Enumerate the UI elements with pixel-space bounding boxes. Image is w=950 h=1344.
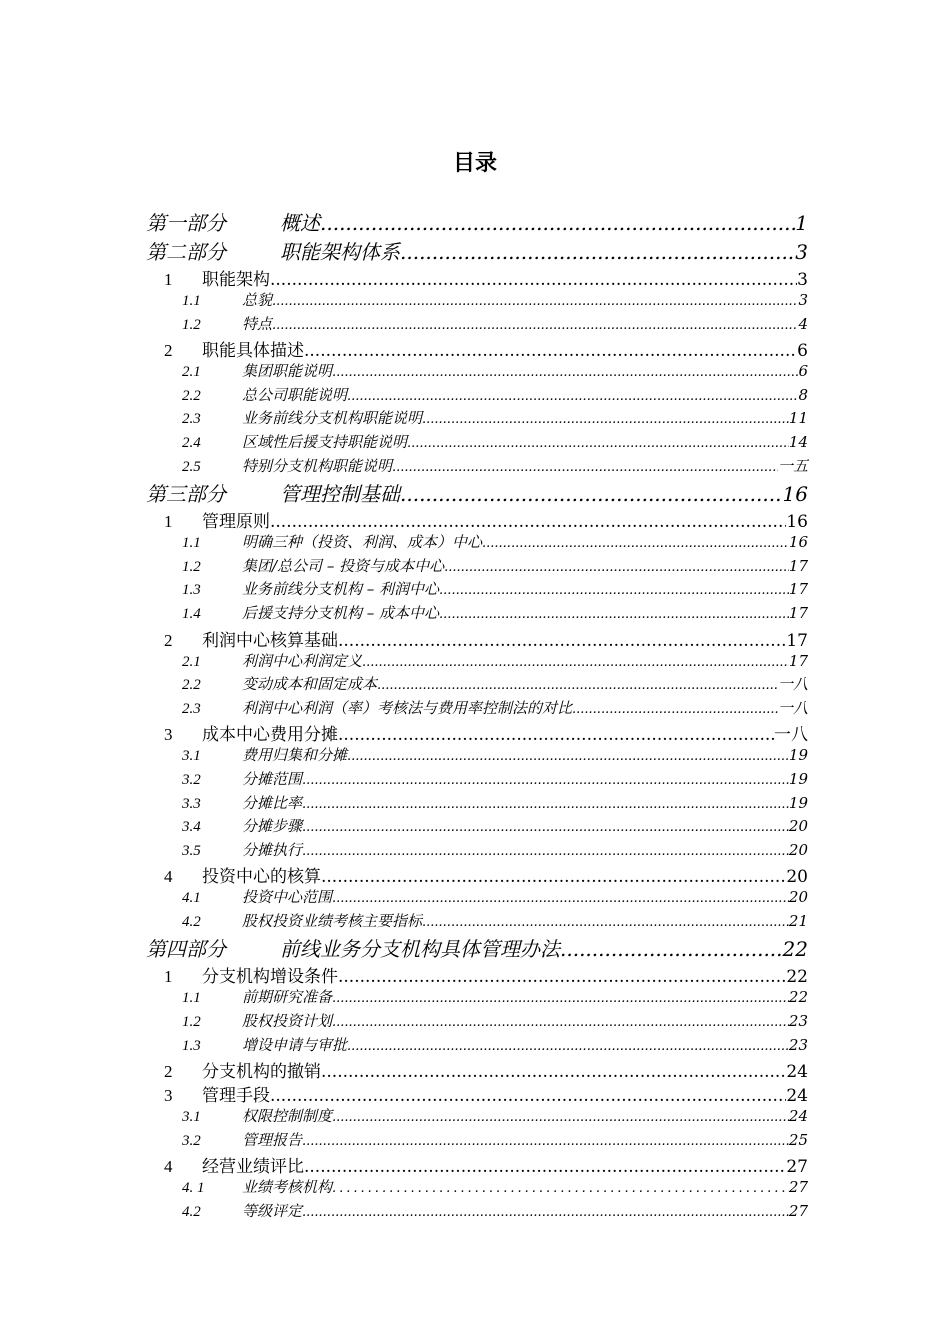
- toc-entry-number: 1: [164, 512, 173, 532]
- toc-dot-leader: [422, 409, 789, 427]
- toc-entry-title: 权限控制制度: [242, 1107, 333, 1126]
- toc-entry-number: 1: [164, 967, 173, 987]
- toc-entry-page-number: 1: [795, 211, 808, 235]
- toc-section-entry[interactable]: [146, 1081, 808, 1105]
- toc-entry-title: 总公司职能说明: [242, 385, 348, 404]
- toc-entry-page-number: 17: [788, 651, 808, 670]
- toc-entry-page-number: 21: [788, 911, 808, 930]
- toc-entry-title: 管理手段: [202, 1086, 270, 1107]
- toc-entry-title: 前期研究准备: [242, 988, 333, 1007]
- toc-dot-leader: [272, 291, 798, 309]
- toc-dot-leader: [400, 482, 783, 506]
- toc-entry-title: 概述: [280, 211, 320, 235]
- toc-entry-title: 职能具体描述: [202, 341, 304, 362]
- toc-entry-number: 2.2: [182, 387, 201, 404]
- toc-subsection-entry[interactable]: [146, 650, 808, 674]
- toc-subsection-entry[interactable]: [146, 1200, 808, 1224]
- toc-subsection-entry[interactable]: [146, 1129, 808, 1153]
- toc-entry-title: 特别分支机构职能说明: [242, 456, 393, 475]
- toc-entry-number: 3.5: [182, 842, 201, 859]
- toc-entry-number: 2.3: [182, 411, 201, 428]
- toc-entry-number: 3: [164, 1086, 173, 1106]
- toc-entry-number: 1.3: [182, 1037, 201, 1054]
- toc-entry-number: 4. 1: [182, 1180, 205, 1197]
- toc-entry-title: 分支机构的撤销: [202, 1062, 321, 1083]
- toc-dot-leader: [407, 433, 789, 451]
- toc-section-entry[interactable]: [146, 265, 808, 289]
- toc-dot-leader: [362, 652, 789, 670]
- toc-entry-number: 2.5: [182, 458, 201, 475]
- toc-entry-number: 2: [164, 1062, 173, 1082]
- toc-entry-page-number: 3: [797, 270, 808, 290]
- toc-dot-leader: [338, 967, 786, 987]
- toc-part-entry[interactable]: [146, 207, 808, 236]
- toc-entry-title: 投资中心范围: [242, 888, 333, 907]
- toc-entry-title: 股权投资计划: [242, 1012, 333, 1031]
- toc-entry-title: 区域性后援支持职能说明: [242, 432, 408, 451]
- toc-section-entry[interactable]: [146, 507, 808, 531]
- toc-entry-page-number: 27: [786, 1157, 808, 1178]
- toc-entry-number: 3.2: [182, 1132, 201, 1149]
- toc-entry-title: 后援支持分支机构 – 成本中心: [242, 603, 440, 622]
- toc-entry-page-number: 一八: [777, 698, 808, 717]
- toc-subsection-entry[interactable]: [146, 1105, 808, 1129]
- toc-entry-number: 4.2: [182, 1204, 201, 1221]
- toc-subsection-entry[interactable]: [146, 792, 808, 816]
- toc-entry-page-number: 一八: [777, 675, 808, 694]
- toc-dot-leader: [302, 794, 789, 812]
- toc-entry-page-number: 8: [798, 385, 808, 404]
- toc-subsection-entry[interactable]: [146, 455, 808, 479]
- toc-entry-number: 1: [164, 270, 173, 289]
- toc-entry-page-number: 25: [788, 1130, 808, 1149]
- toc-subsection-entry[interactable]: [146, 602, 808, 626]
- toc-entry-page-number: 一五: [777, 456, 808, 475]
- toc-dot-leader: [272, 315, 798, 333]
- toc-entry-page-number: 19: [788, 746, 808, 765]
- toc-entry-page-number: 16: [786, 512, 808, 533]
- toc-dot-leader: [302, 1131, 789, 1149]
- toc-subsection-entry[interactable]: [146, 768, 808, 792]
- toc-entry-number: 3.1: [182, 1109, 201, 1126]
- toc-entry-number: 第四部分: [146, 937, 226, 962]
- toc-entry-title: 利润中心核算基础: [202, 630, 338, 651]
- toc-entry-number: 1.2: [182, 558, 201, 575]
- toc-subsection-entry[interactable]: [146, 431, 808, 455]
- toc-entry-page-number: 19: [788, 793, 808, 812]
- toc-entry-number: 3.1: [182, 748, 201, 765]
- toc-entry-page-number: 22: [786, 967, 808, 988]
- toc-entry-title: 业绩考核机构: [242, 1178, 333, 1197]
- toc-entry-number: 1.2: [182, 1014, 201, 1031]
- toc-entry-page-number: 20: [786, 867, 808, 888]
- toc-entry-page-number: 6: [797, 341, 808, 362]
- toc-entry-page-number: 27: [788, 1178, 808, 1197]
- toc-entry-title: 管理报告: [242, 1130, 303, 1149]
- toc-dot-leader: [347, 746, 789, 764]
- toc-entry-number: 4: [164, 867, 173, 887]
- toc-subsection-entry[interactable]: [146, 839, 808, 863]
- toc-entry-title: 特点: [242, 314, 273, 333]
- toc-subsection-entry[interactable]: [146, 1176, 808, 1200]
- toc-entry-title: 职能架构体系: [280, 240, 400, 264]
- toc-dot-leader: [347, 386, 798, 404]
- toc-entry-number: 2.1: [182, 653, 201, 670]
- toc-dot-leader: [270, 512, 786, 532]
- toc-section-entry[interactable]: [146, 1057, 808, 1081]
- toc-entry-title: 总貌: [242, 291, 273, 309]
- toc-part-entry[interactable]: [146, 236, 808, 265]
- toc-subsection-entry[interactable]: [146, 673, 808, 697]
- toc-section-entry[interactable]: [146, 1152, 808, 1176]
- toc-subsection-entry[interactable]: [146, 578, 808, 602]
- toc-subsection-entry[interactable]: [146, 886, 808, 910]
- toc-entry-number: 2: [164, 630, 173, 650]
- toc-entry-page-number: 14: [788, 432, 808, 451]
- toc-entry-title: 明确三种（投资、利润、成本）中心: [242, 533, 483, 552]
- toc-entry-title: 职能架构: [202, 270, 270, 290]
- toc-entry-page-number: 一八: [774, 725, 808, 746]
- toc-entry-page-number: 6: [798, 362, 808, 381]
- toc-dot-leader: [332, 1107, 789, 1125]
- toc-dot-leader: [560, 937, 783, 961]
- toc-entry-number: 3.2: [182, 771, 201, 788]
- toc-entry-page-number: 3: [795, 240, 808, 264]
- toc-dot-leader: [302, 1202, 789, 1220]
- toc-entry-page-number: 3: [798, 291, 808, 309]
- toc-entry-number: 2.2: [182, 677, 201, 694]
- toc-entry-page-number: 20: [788, 840, 808, 859]
- toc-entry-page-number: 17: [788, 556, 808, 575]
- toc-dot-leader: [332, 1178, 789, 1196]
- toc-dot-leader: [444, 557, 789, 575]
- toc-entry-page-number: 11: [788, 409, 808, 428]
- toc-entry-page-number: 20: [788, 888, 808, 907]
- toc-dot-leader: [270, 270, 797, 290]
- toc-dot-leader: [302, 770, 789, 788]
- toc-entry-page-number: 23: [788, 1012, 808, 1031]
- toc-entry-number: 4: [164, 1157, 173, 1177]
- toc-entry-number: 第一部分: [146, 211, 226, 235]
- toc-dot-leader: [377, 675, 778, 693]
- toc-entry-title: 分摊范围: [242, 769, 303, 788]
- toc-entry-title: 前线业务分支机构具体管理办法: [280, 937, 560, 962]
- toc-entry-number: 1.4: [182, 605, 201, 622]
- toc-dot-leader: [321, 867, 786, 887]
- toc-dot-leader: [338, 725, 774, 745]
- toc-dot-leader: [422, 912, 789, 930]
- toc-subsection-entry[interactable]: [146, 531, 808, 555]
- toc-section-entry[interactable]: [146, 862, 808, 886]
- toc-subsection-entry[interactable]: [146, 697, 808, 721]
- toc-entry-page-number: 17: [786, 630, 808, 651]
- toc-entry-number: 3.4: [182, 819, 201, 836]
- toc-entry-number: 1.1: [182, 990, 201, 1007]
- toc-entry-page-number: 16: [782, 482, 808, 507]
- toc-dot-leader: [439, 580, 789, 598]
- toc-entry-page-number: 24: [786, 1086, 808, 1107]
- toc-entry-number: 3: [164, 725, 173, 745]
- toc-dot-leader: [304, 1157, 786, 1177]
- toc-entry-page-number: 4: [798, 314, 808, 333]
- toc-entry-number: 4.2: [182, 913, 201, 930]
- toc-subsection-entry[interactable]: [146, 986, 808, 1010]
- toc-dot-leader: [321, 1062, 786, 1082]
- toc-entry-title: 业务前线分支机构 – 利润中心: [242, 580, 440, 599]
- toc-dot-leader: [302, 841, 789, 859]
- toc-dot-leader: [482, 533, 789, 551]
- toc-entry-number: 3.3: [182, 795, 201, 812]
- toc-dot-leader: [439, 604, 789, 622]
- toc-entry-title: 投资中心的核算: [202, 867, 321, 888]
- toc-entry-page-number: 23: [788, 1035, 808, 1054]
- toc-entry-title: 成本中心费用分摊: [202, 725, 338, 746]
- toc-subsection-entry[interactable]: [146, 384, 808, 408]
- toc-subsection-entry[interactable]: [146, 744, 808, 768]
- toc-section-entry[interactable]: [146, 962, 808, 986]
- toc-entry-number: 第三部分: [146, 482, 226, 507]
- toc-entry-number: 第二部分: [146, 240, 226, 264]
- toc-section-entry[interactable]: [146, 626, 808, 650]
- toc-entry-number: 1.2: [182, 316, 201, 333]
- toc-section-entry[interactable]: [146, 720, 808, 744]
- toc-subsection-entry[interactable]: [146, 289, 808, 313]
- toc-dot-leader: [347, 1036, 789, 1054]
- toc-entry-title: 集团/总公司 – 投资与成本中心: [242, 556, 445, 575]
- toc-part-entry[interactable]: [146, 478, 808, 507]
- toc-entry-page-number: 19: [788, 769, 808, 788]
- toc-entry-number: 4.1: [182, 890, 201, 907]
- toc-dot-leader: [332, 362, 798, 380]
- toc-dot-leader: [320, 211, 795, 235]
- toc-entry-number: 2.4: [182, 434, 201, 451]
- toc-entry-page-number: 17: [788, 580, 808, 599]
- toc-entry-number: 1.3: [182, 582, 201, 599]
- toc-entry-page-number: 27: [788, 1202, 808, 1221]
- toc-entry-title: 费用归集和分摊: [242, 746, 348, 765]
- table-of-contents: [146, 207, 808, 1224]
- toc-dot-leader: [338, 631, 786, 651]
- toc-subsection-entry[interactable]: [146, 815, 808, 839]
- toc-entry-title: 经营业绩评比: [202, 1157, 304, 1178]
- toc-entry-title: 集团职能说明: [242, 362, 333, 381]
- toc-entry-title: 分支机构增设条件: [202, 967, 338, 988]
- toc-subsection-entry[interactable]: [146, 555, 808, 579]
- toc-entry-page-number: 16: [788, 533, 808, 552]
- toc-entry-title: 股权投资业绩考核主要指标: [242, 911, 423, 930]
- toc-entry-title: 业务前线分支机构职能说明: [242, 409, 423, 428]
- toc-dot-leader: [332, 1012, 789, 1030]
- toc-dot-leader: [332, 988, 789, 1006]
- toc-entry-title: 分摊比率: [242, 793, 303, 812]
- toc-entry-number: 1.1: [182, 535, 201, 552]
- toc-subsection-entry[interactable]: [146, 360, 808, 384]
- toc-entry-title: 利润中心利润定义: [242, 651, 363, 670]
- toc-dot-leader: [302, 817, 789, 835]
- toc-entry-page-number: 22: [788, 988, 808, 1007]
- toc-entry-number: 2.3: [182, 700, 201, 717]
- toc-entry-number: 1.1: [182, 293, 201, 309]
- toc-part-entry[interactable]: [146, 933, 808, 962]
- toc-entry-title: 管理控制基础: [280, 482, 400, 507]
- toc-entry-page-number: 24: [788, 1107, 808, 1126]
- toc-subsection-entry[interactable]: [146, 1034, 808, 1058]
- toc-section-entry[interactable]: [146, 336, 808, 360]
- toc-subsection-entry[interactable]: [146, 313, 808, 337]
- toc-dot-leader: [400, 240, 795, 264]
- toc-entry-title: 分摊步骤: [242, 817, 303, 836]
- toc-subsection-entry[interactable]: [146, 1010, 808, 1034]
- toc-subsection-entry[interactable]: [146, 910, 808, 934]
- toc-entry-page-number: 17: [788, 603, 808, 622]
- toc-dot-leader: [332, 888, 789, 906]
- toc-dot-leader: [392, 457, 778, 475]
- toc-dot-leader: [304, 341, 797, 361]
- toc-dot-leader: [270, 1086, 786, 1106]
- toc-entry-number: 2.1: [182, 364, 201, 381]
- toc-entry-page-number: 20: [788, 817, 808, 836]
- toc-entry-page-number: 24: [786, 1062, 808, 1083]
- toc-entry-title: 管理原则: [202, 512, 270, 533]
- toc-entry-title: 分摊执行: [242, 840, 303, 859]
- toc-entry-title: 利润中心利润（率）考核法与费用率控制法的对比: [242, 698, 573, 717]
- toc-entry-title: 变动成本和固定成本: [242, 675, 378, 694]
- toc-subsection-entry[interactable]: [146, 407, 808, 431]
- toc-title: 目录: [452, 151, 497, 176]
- toc-entry-page-number: 22: [782, 937, 808, 962]
- toc-entry-title: 增设申请与审批: [242, 1035, 348, 1054]
- toc-dot-leader: [572, 699, 778, 717]
- toc-entry-title: 等级评定: [242, 1202, 303, 1221]
- toc-entry-number: 2: [164, 341, 173, 361]
